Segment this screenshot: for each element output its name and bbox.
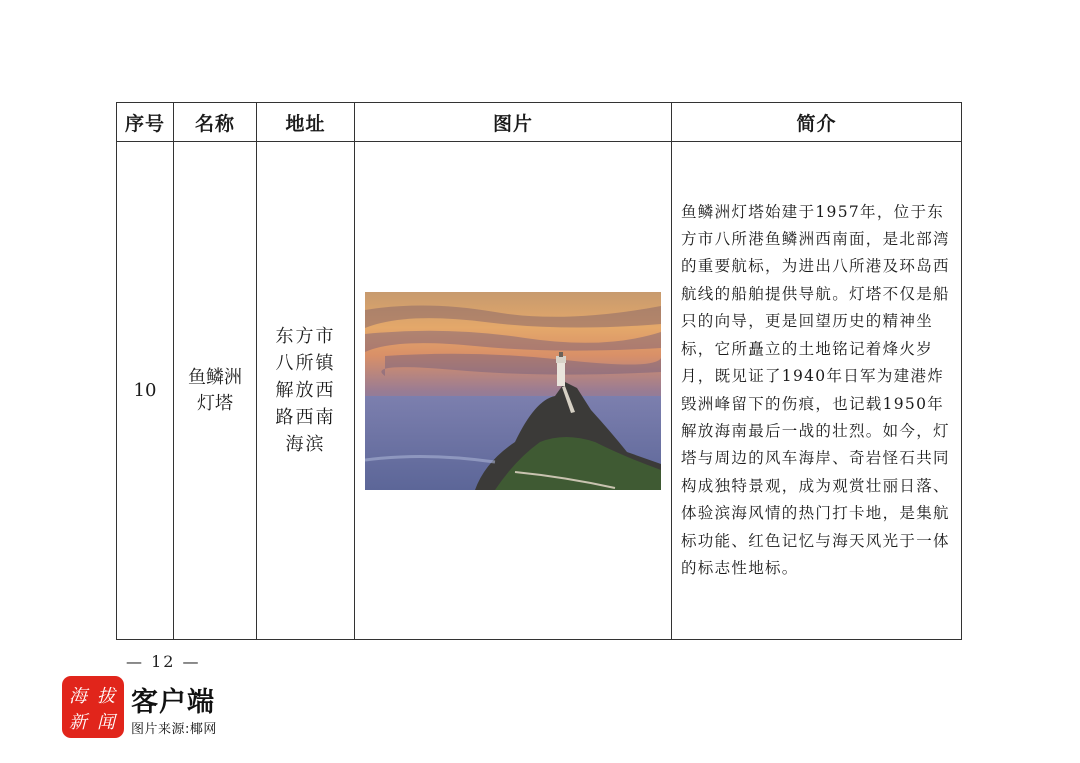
page-number: — 12 — bbox=[126, 652, 201, 671]
lighthouse-photo-image bbox=[365, 292, 661, 490]
row-name: 鱼鳞洲灯塔 bbox=[174, 142, 257, 640]
row-intro: 鱼鳞洲灯塔始建于1957年，位于东方市八所港鱼鳞洲西南面，是北部湾的重要航标，为进出八所港及环岛西航线的船舶提供导航。灯塔不仅是船只的向导，更是回望历史的精神坐标，它所矗立的土地铭记着烽火岁月，既见证了1940年日军为建港炸毁洲峰留下的伤痕，也记载1950年解放海南最后一战的壮烈。如今，灯塔与周边的风车海岸、奇岩怪石共同构成独特景观，成为观赏壮丽日落、体验滨海风情的热门打卡地，是集航标功能、红色记忆与海天风光于一体的标志性地标。 bbox=[672, 142, 962, 640]
brand-name: 客户端 bbox=[131, 687, 215, 718]
attraction-table bbox=[116, 102, 962, 640]
header-intro: 简介 bbox=[672, 103, 962, 142]
table-row bbox=[117, 142, 962, 640]
table-header-row bbox=[117, 103, 962, 142]
hainan-news-logo-icon bbox=[62, 676, 124, 738]
header-name: 名称 bbox=[174, 103, 257, 142]
row-no: 10 bbox=[117, 142, 174, 640]
lighthouse-photo bbox=[365, 292, 661, 490]
svg-text:闻: 闻 bbox=[97, 712, 115, 733]
row-address: 东方市八所镇解放西路西南海滨 bbox=[257, 142, 355, 640]
header-no: 序号 bbox=[117, 103, 174, 142]
photo-source: 图片来源:椰网 bbox=[131, 722, 217, 737]
svg-text:海: 海 bbox=[69, 686, 87, 707]
svg-text:拔: 拔 bbox=[97, 686, 115, 707]
svg-text:新: 新 bbox=[69, 712, 87, 733]
header-picture: 图片 bbox=[355, 103, 672, 142]
row-picture bbox=[355, 142, 672, 640]
header-address: 地址 bbox=[257, 103, 355, 142]
